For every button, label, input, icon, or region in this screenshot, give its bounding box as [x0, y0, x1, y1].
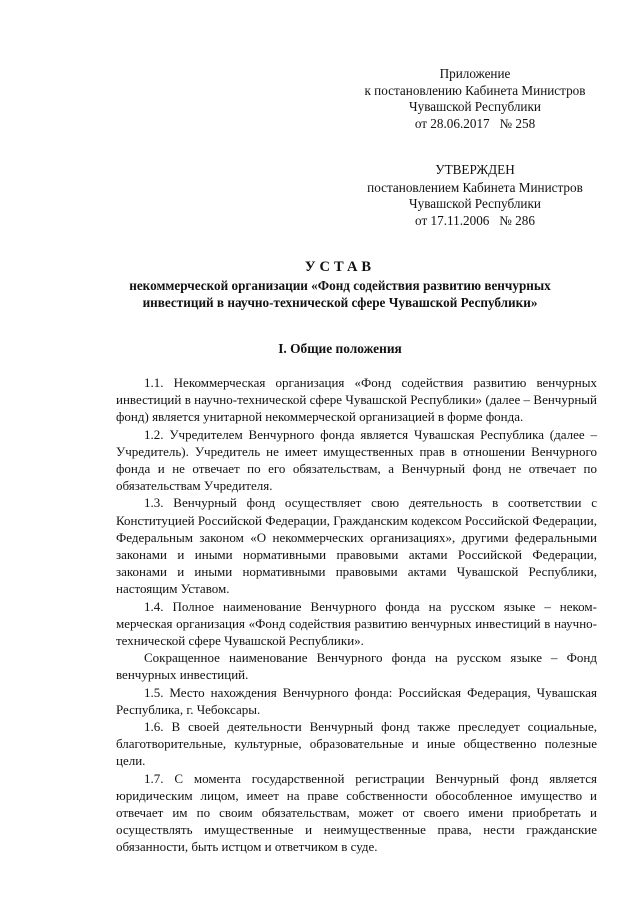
- approval-issuer: постановлением Кабинета Министров: [367, 179, 583, 195]
- paragraph-1-4: 1.4. Полное наименование Венчурного фонда на русском языке – некоммерческая организация «Фонд содействия развитию венчурных инвестиций в научно-технической сфере Чувашской Республики».: [116, 598, 597, 649]
- paragraph-1-4-short-name: Сокращенное наименование Венчурного фонда на русском языке – Фонд венчурных инвестиций.: [116, 650, 597, 683]
- appendix-block: [330, 66, 620, 132]
- document-body: [116, 374, 597, 856]
- paragraph-1-2: 1.2. Учредителем Венчурного фонда является Чувашская Республика (далее – Учредитель). Учредитель не имеет имущественных прав в отношении Венчурного фонда и не отвечает по его обязательствам, а Венчурный фонд не отвечает по обязательствам Учредителя.: [116, 426, 597, 494]
- document-title: УСТАВ: [304, 259, 376, 275]
- appendix-republic: Чувашской Республики: [409, 99, 541, 115]
- paragraph-1-5: 1.5. Место нахождения Венчурного фонда: Российская Федерация, Чувашская Республика, г. Чебоксары.: [116, 684, 597, 717]
- document-subtitle: [80, 278, 600, 312]
- paragraph-1-3: 1.3. Венчурный фонд осуществляет свою деятельность в соответствии с Конституцией Российской Федерации, Гражданским кодексом Российской Федерации, Федеральным законом «О некоммерческих организациях», другими федеральными законами и иными нормативными правовыми актами Российской Федерации, законами и иными нормативными правовыми актами Чувашской Республики, настоящим Уставом.: [116, 495, 597, 597]
- approval-block: [330, 162, 620, 229]
- approval-label: УТВЕРЖДЕН: [435, 162, 515, 177]
- appendix-date-number: от 28.06.2017 № 258: [414, 115, 536, 131]
- document-title-block: [80, 258, 600, 312]
- paragraph-1-7: 1.7. С момента государственной регистрации Венчурный фонд является юридическим лицом, имеет на праве собственности обособленное имущество и отвечает им по своим обязательствам, может от своего имени приобретать и осуществлять имущественные и неимущественные права, нести гражданские обязанности, быть истцом и ответчиком в суде.: [116, 770, 597, 855]
- paragraph-1-1: 1.1. Некоммерческая организация «Фонд содействия развитию венчурных инвестиций в научно-технической сфере Чувашской Республики» (далее – Венчурный фонд) является унитарной некоммерческой организацией в форме фонда.: [116, 375, 597, 425]
- document-subtitle-line-1: некоммерческой организации «Фонд содействия развитию венчурных: [129, 278, 551, 293]
- approval-republic: Чувашской Республики: [409, 196, 541, 212]
- appendix-label: Приложение: [439, 66, 511, 81]
- approval-date-number: от 17.11.2006 № 286: [415, 212, 535, 228]
- appendix-issuer: к постановлению Кабинета Министров: [364, 82, 586, 98]
- document-subtitle-line-2: инвестиций в научно-технической сфере Чувашской Республики»: [142, 294, 538, 310]
- section-heading: I. Общие положения: [278, 341, 402, 356]
- paragraph-1-6: 1.6. В своей деятельности Венчурный фонд также преследует социальные, благотворительные, культурные, образовательные и иные общественно полезные цели.: [116, 719, 597, 769]
